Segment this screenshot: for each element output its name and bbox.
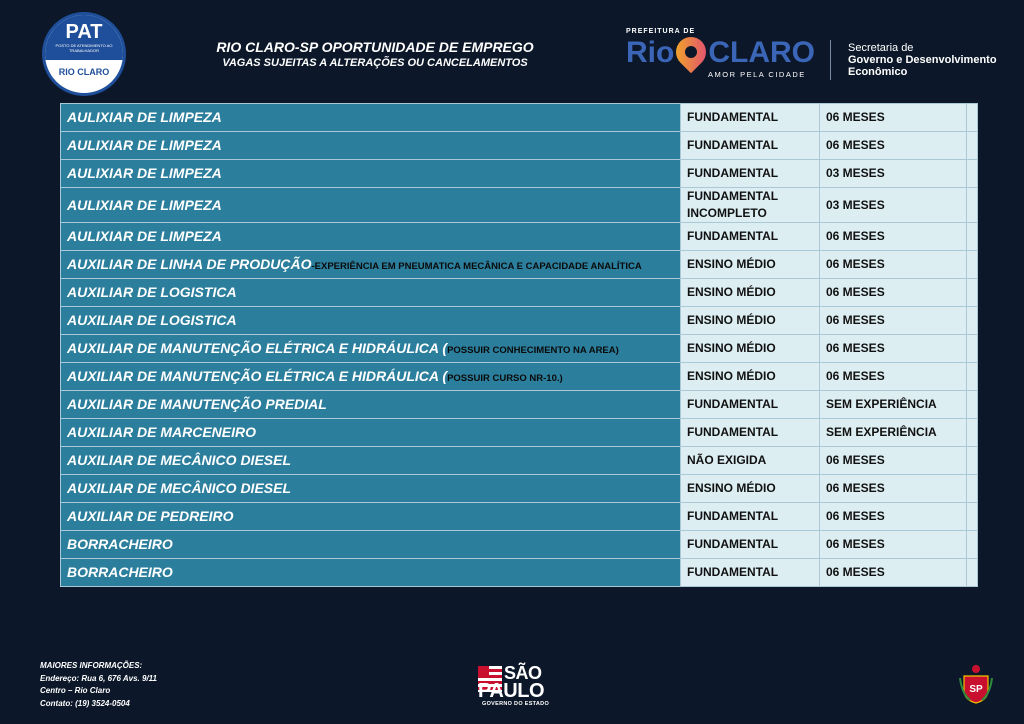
job-table-body <box>61 104 978 587</box>
map-pin-icon <box>670 31 712 73</box>
job-title: AUXILIAR DE LOGISTICA <box>67 284 237 300</box>
rio-claro-word-right: CLARO <box>708 36 815 69</box>
contact-info-title: MAIORES INFORMAÇÕES: <box>40 661 143 670</box>
pat-logo-brand: RIO CLARO <box>58 67 110 77</box>
job-title: AUXILIAR DE PEDREIRO <box>67 508 234 524</box>
pat-logo-title: PAT <box>65 21 103 43</box>
job-title: AULIXIAR DE LIMPEZA <box>67 137 222 153</box>
job-title-cell <box>61 307 681 335</box>
sao-paulo-logo <box>478 664 554 708</box>
table-spacer-cell <box>967 160 978 188</box>
job-title: BORRACHEIRO <box>67 536 173 552</box>
job-education: FUNDAMENTAL <box>681 503 820 531</box>
table-spacer-cell <box>967 447 978 475</box>
job-experience: 03 MESES <box>820 160 967 188</box>
job-title: AUXILIAR DE MANUTENÇÃO ELÉTRICA E HIDRÁULICA ( <box>67 340 448 356</box>
job-title-cell <box>61 391 681 419</box>
job-title: AUXILIAR DE LOGISTICA <box>67 312 237 328</box>
job-table <box>60 103 978 587</box>
table-spacer-cell <box>967 132 978 160</box>
job-education: FUNDAMENTAL <box>681 559 820 587</box>
job-note: POSSUIR CONHECIMENTO NA AREA) <box>447 345 619 356</box>
job-education: FUNDAMENTAL INCOMPLETO <box>681 188 820 223</box>
page-title-line1: RIO CLARO-SP OPORTUNIDADE DE EMPREGO <box>216 39 534 55</box>
table-row <box>61 160 978 188</box>
rio-claro-prefeitura: PREFEITURA DE <box>626 28 696 35</box>
job-title-cell <box>61 279 681 307</box>
sp-logo-line1: SÃO <box>504 663 542 683</box>
table-spacer-cell <box>967 104 978 132</box>
job-experience: 06 MESES <box>820 307 967 335</box>
sp-logo-gov: GOVERNO DO ESTADO <box>482 701 550 707</box>
coat-of-arms-text: SP <box>969 684 983 695</box>
secretaria-line3: Econômico <box>848 66 908 78</box>
job-education: FUNDAMENTAL <box>681 160 820 188</box>
table-row <box>61 503 978 531</box>
job-experience: 06 MESES <box>820 559 967 587</box>
coat-of-arms-icon <box>958 664 994 704</box>
contact-info <box>40 660 157 710</box>
job-title: AULIXIAR DE LIMPEZA <box>67 196 222 213</box>
rio-claro-wordmark <box>626 36 815 70</box>
job-title-cell <box>61 335 681 363</box>
job-note: -EXPERIÊNCIA EM PNEUMATICA MECÂNICA E CAPACIDADE ANALÍTICA <box>311 261 642 272</box>
job-education: FUNDAMENTAL <box>681 391 820 419</box>
job-note: POSSUIR CURSO NR-10.) <box>447 373 563 384</box>
page-title <box>190 38 560 70</box>
job-title: AUXILIAR DE MECÂNICO DIESEL <box>67 452 292 468</box>
job-experience: SEM EXPERIÊNCIA <box>820 391 967 419</box>
job-title: AUXILIAR DE MARCENEIRO <box>67 424 257 440</box>
table-row <box>61 104 978 132</box>
table-row <box>61 132 978 160</box>
table-spacer-cell <box>967 335 978 363</box>
table-spacer-cell <box>967 279 978 307</box>
job-experience: 06 MESES <box>820 251 967 279</box>
job-education: FUNDAMENTAL <box>681 419 820 447</box>
pat-logo-top <box>45 15 123 60</box>
header-divider <box>830 40 831 80</box>
job-title: BORRACHEIRO <box>67 564 173 580</box>
job-title-cell <box>61 160 681 188</box>
job-title-cell <box>61 251 681 279</box>
table-spacer-cell <box>967 559 978 587</box>
job-title-cell <box>61 363 681 391</box>
job-title-cell <box>61 559 681 587</box>
rio-claro-word-left: Rio <box>626 36 675 69</box>
job-title-cell <box>61 132 681 160</box>
table-row <box>61 363 978 391</box>
job-experience: 06 MESES <box>820 363 967 391</box>
page-title-line2: VAGAS SUJEITAS A ALTERAÇÕES OU CANCELAMENTOS <box>222 57 528 69</box>
job-education: ENSINO MÉDIO <box>681 307 820 335</box>
job-experience: 06 MESES <box>820 475 967 503</box>
job-title-cell <box>61 531 681 559</box>
table-spacer-cell <box>967 223 978 251</box>
table-spacer-cell <box>967 419 978 447</box>
secretaria-line2: Governo e Desenvolvimento <box>848 54 997 66</box>
job-education: FUNDAMENTAL <box>681 223 820 251</box>
table-row <box>61 391 978 419</box>
table-row <box>61 279 978 307</box>
job-education: ENSINO MÉDIO <box>681 363 820 391</box>
job-education: ENSINO MÉDIO <box>681 335 820 363</box>
table-row <box>61 559 978 587</box>
table-row <box>61 531 978 559</box>
job-experience: 06 MESES <box>820 132 967 160</box>
table-spacer-cell <box>967 363 978 391</box>
contact-phone: Contato: (19) 3524-0504 <box>40 698 130 708</box>
job-experience: 06 MESES <box>820 503 967 531</box>
table-row <box>61 447 978 475</box>
contact-address: Endereço: Rua 6, 676 Avs. 9/11 <box>40 673 157 683</box>
job-title: AUXILIAR DE MANUTENÇÃO PREDIAL <box>67 396 327 412</box>
job-title-cell <box>61 419 681 447</box>
job-title-cell <box>61 475 681 503</box>
contact-district: Centro – Rio Claro <box>40 686 111 695</box>
job-experience: 06 MESES <box>820 223 967 251</box>
table-row <box>61 223 978 251</box>
table-spacer-cell <box>967 251 978 279</box>
job-title-cell <box>61 188 681 223</box>
job-experience: 06 MESES <box>820 447 967 475</box>
job-title-cell <box>61 104 681 132</box>
rio-claro-logo <box>626 28 826 84</box>
job-title: AUXILIAR DE LINHA DE PRODUÇÃO <box>67 256 312 272</box>
job-title-cell <box>61 503 681 531</box>
job-title-cell <box>61 447 681 475</box>
job-experience: 06 MESES <box>820 279 967 307</box>
job-experience: 03 MESES <box>820 188 967 223</box>
table-spacer-cell <box>967 531 978 559</box>
table-row <box>61 251 978 279</box>
job-education: ENSINO MÉDIO <box>681 279 820 307</box>
table-row <box>61 475 978 503</box>
job-title: AULIXIAR DE LIMPEZA <box>67 228 222 244</box>
pat-logo <box>42 12 126 96</box>
table-spacer-cell <box>967 391 978 419</box>
job-experience: 06 MESES <box>820 335 967 363</box>
table-spacer-cell <box>967 188 978 223</box>
job-experience: SEM EXPERIÊNCIA <box>820 419 967 447</box>
table-spacer-cell <box>967 503 978 531</box>
job-title: AUXILIAR DE MECÂNICO DIESEL <box>67 480 292 496</box>
job-education: NÃO EXIGIDA <box>681 447 820 475</box>
job-title-cell <box>61 223 681 251</box>
job-education: ENSINO MÉDIO <box>681 251 820 279</box>
table-spacer-cell <box>967 475 978 503</box>
table-row <box>61 419 978 447</box>
table-row <box>61 188 978 223</box>
secretaria-label <box>848 42 997 78</box>
job-education: ENSINO MÉDIO <box>681 475 820 503</box>
job-title: AUXILIAR DE MANUTENÇÃO ELÉTRICA E HIDRÁULICA ( <box>67 368 448 384</box>
job-education: FUNDAMENTAL <box>681 104 820 132</box>
table-row <box>61 307 978 335</box>
pat-logo-subtitle: POSTO DE ATENDIMENTO AO TRABALHADOR <box>55 43 113 53</box>
job-title: AULIXIAR DE LIMPEZA <box>67 109 222 125</box>
job-education: FUNDAMENTAL <box>681 132 820 160</box>
secretaria-line1: Secretaria de <box>848 42 914 54</box>
table-row <box>61 335 978 363</box>
rio-claro-tagline: AMOR PELA CIDADE <box>708 70 806 79</box>
table-spacer-cell <box>967 307 978 335</box>
job-title: AULIXIAR DE LIMPEZA <box>67 165 222 181</box>
job-education: FUNDAMENTAL <box>681 531 820 559</box>
job-experience: 06 MESES <box>820 531 967 559</box>
job-experience: 06 MESES <box>820 104 967 132</box>
sp-logo-line2: PAULO <box>478 680 545 702</box>
